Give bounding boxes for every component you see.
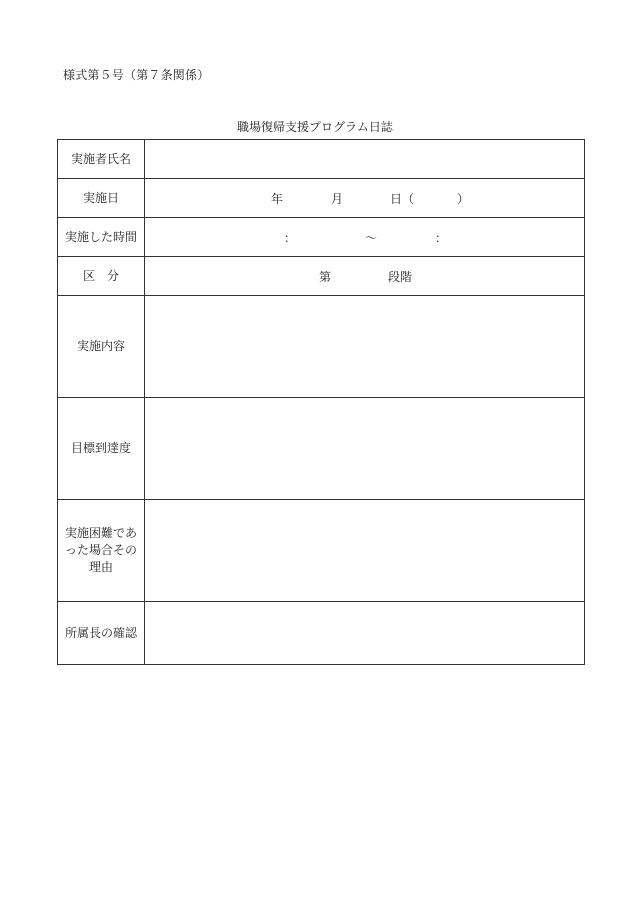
time-range-tilde: ～ [365,231,378,245]
label-implementation-content: 実施内容 [58,296,145,398]
implementation-date-field[interactable] [145,179,585,218]
document-title: 職場復帰支援プログラム日誌 [237,120,393,134]
stage-prefix: 第 [319,270,332,284]
label-category: 区 分 [58,257,145,296]
goal-achievement-field[interactable] [145,398,585,500]
stage-field[interactable] [145,257,585,296]
manager-approval-field[interactable] [145,602,585,665]
stage-suffix: 段階 [388,270,413,284]
table-row-stage [58,257,585,296]
difficulty-reason-field[interactable] [145,500,585,602]
implementation-time-field[interactable] [145,218,585,257]
label-manager-approval: 所属長の確認 [58,602,145,665]
start-time-colon: ： [284,231,297,245]
implementer-name-field[interactable] [145,140,585,179]
table-row-content [58,296,585,398]
label-implementation-date: 実施日 [58,179,145,218]
label-goal-achievement: 目標到達度 [58,398,145,500]
label-difficulty-reason [58,500,145,602]
table-row-approval [58,602,585,665]
form-number: 様式第５号（第７条関係） [63,68,210,82]
implementation-content-field[interactable] [145,296,585,398]
table-row-name [58,140,585,179]
difficulty-label-line2: った場合その [64,543,137,557]
month-label: 月 [331,192,344,206]
weekday-close-paren: ） [457,192,470,206]
label-implementer-name: 実施者氏名 [58,140,145,179]
diary-table [57,139,585,665]
table-row-time [58,218,585,257]
label-implementation-time: 実施した時間 [58,218,145,257]
table-row-difficulty [58,500,585,602]
table-row-date [58,179,585,218]
difficulty-label-line3: 理由 [88,560,113,574]
year-label: 年 [271,192,284,206]
day-label: 日（ [390,192,415,206]
difficulty-label-line1: 実施困難であ [64,526,137,540]
table-row-achievement [58,398,585,500]
end-time-colon: ： [435,231,448,245]
